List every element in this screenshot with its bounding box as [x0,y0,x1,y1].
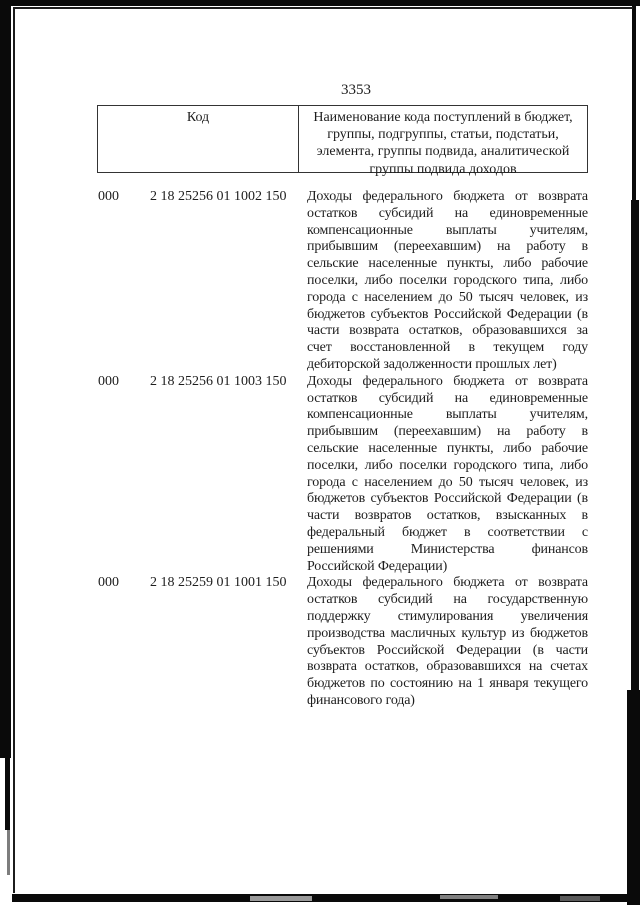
classification-code: 2 18 25256 01 1002 150 [150,189,287,204]
scan-edge-bottom-gray-3 [560,896,600,901]
scan-edge-bottom-gray-2 [440,895,498,899]
income-name: Доходы федерального бюджета от возврата остатков субсидий на государственную поддержку стимулирования увеличения производства масличных культур из бюджетов субъектов Российской Федерации (в части возврата остатков, образовавшихся на счетах бюджетов по состоянию на 1 января текущего финансового года) [307,575,588,708]
table-row [98,575,588,709]
sheet-border-top [13,7,633,9]
scan-edge-left-fade [7,830,10,875]
income-name: Доходы федерального бюджета от возврата остатков субсидий на единовременные компенсационные выплаты учителям, прибывшим (переехавшим) на работу в сельские населенные пункты, либо рабочие поселки, либо поселки городского типа, либо города с населением до 50 тысяч человек, из бюджетов субъектов Российской Федерации (в части возврата остатков, образовавшихся за счет восстановленной в текущем году дебиторской задолженности прошлых лет) [307,189,588,372]
table-header [97,105,588,177]
sheet-border-left [13,9,15,893]
table-row [98,189,588,374]
scan-edge-left [0,0,11,758]
classification-code: 2 18 25259 01 1001 150 [150,575,287,591]
admin-code: 000 [98,373,119,389]
scan-edge-right-mid [631,200,639,705]
table-header-name-column: Наименование кода поступлений в бюджет, группы, подгруппы, статьи, подстатьи, элемента, группы подвида, аналитической группы подвида доходов [313,110,573,177]
table-body [98,189,588,710]
scan-edge-right-lower [627,690,640,905]
income-name: Доходы федерального бюджета от возврата остатков субсидий на единовременные компенсационные выплаты учителям, прибывшим (переехавшим) на работу в сельские населенные пункты, либо рабочие поселки, либо поселки городского типа, либо города с населением до 50 тысяч человек, из бюджетов субъектов Российской Федерации (в части возвратов остатков, взысканных в федеральный бюджет в соответствии с решениями Министерства финансов Российской Федерации) [307,373,588,574]
table-row [98,374,588,576]
admin-code: 000 [98,575,119,591]
scan-edge-top [0,0,640,6]
scan-edge-bottom [12,894,640,902]
scan-edge-left-lower [5,756,10,830]
scan-edge-right-upper [632,0,636,215]
classification-code: 2 18 25256 01 1003 150 [150,373,287,389]
page-number: 3353 [341,82,371,98]
table-header-code-column: Код [98,106,299,172]
admin-code: 000 [98,189,119,204]
scan-edge-bottom-gray-1 [250,896,312,901]
